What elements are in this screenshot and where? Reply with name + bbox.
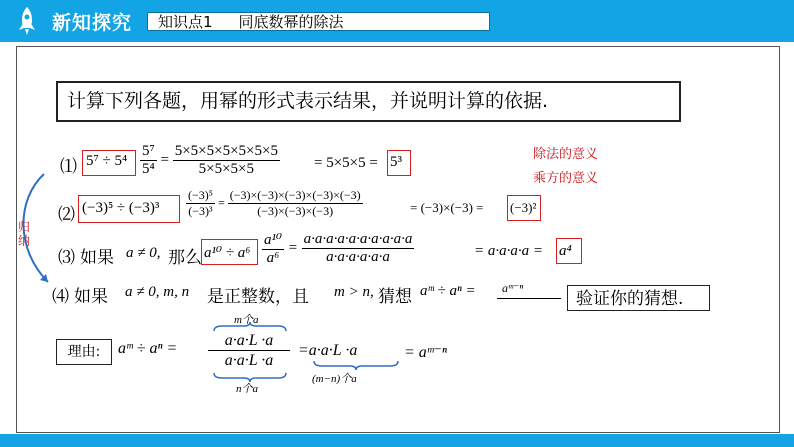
p3-expr: a¹⁰ ÷ a⁶ [204, 245, 251, 261]
p2-frac1-den: (−3)³ [188, 204, 213, 218]
step-brace [312, 360, 400, 370]
p2-step: = (−3)×(−3) = [410, 200, 484, 215]
p4-condition2: m > n, [334, 284, 374, 300]
reason-step-expr: a·a·L ·a [308, 342, 358, 359]
p2-equation: $\frac{\text{(−3)⁵}}{\text{(−3)³}}$ = $\frac{(-3)\times(-3)\times(-3)\times(-3)\times(-3)}{(-3)\times(-3)\times(-3)}$ [188, 188, 361, 218]
reason-bottom-brace-label: n个a [236, 383, 258, 395]
p3-frac1-den: a⁶ [266, 250, 280, 266]
p4-answer: aᵐ⁻ⁿ [502, 281, 524, 295]
p2-frac2-den: (−3)×(−3)×(−3) [257, 204, 334, 218]
reason-step-brace-label: (m−n)个a [312, 373, 357, 385]
topic-name: 同底数幂的除法 [238, 13, 344, 31]
top-brace [212, 322, 288, 332]
p3-condition: a ≠ 0, [126, 245, 161, 261]
reason-numerator: a·a·L ·a [208, 332, 290, 351]
p2-frac1-num: (−3)⁵ [188, 188, 213, 202]
p1-frac2-den: 5×5×5×5 [198, 161, 255, 177]
p4-number: ⑷ [52, 287, 69, 307]
reason-top-brace-label: m个a [234, 314, 259, 326]
note-division: 除法的意义 [533, 147, 599, 162]
bottom-strip [0, 434, 794, 447]
generalize-arrow [8, 170, 58, 290]
p1-step: = 5×5×5 = [314, 155, 378, 171]
reason-result: = aᵐ⁻ⁿ [404, 344, 447, 361]
p3-step: = a·a·a·a = [474, 243, 543, 259]
p4-prefix: 如果 [74, 287, 108, 307]
p3-frac2-num: a·a·a·a·a·a·a·a·a·a [303, 231, 413, 247]
p1-frac2-num: 5×5×5×5×5×5×5 [174, 143, 278, 159]
section-title: 新知探究 [52, 12, 133, 34]
reason-expr: aᵐ ÷ aⁿ = [118, 340, 178, 357]
task-box: 计算下列各题，用幂的形式表示结果，并说明计算的依据. [56, 81, 681, 122]
p1-number: ⑴ [60, 157, 77, 177]
generalize-label: 归纳 [18, 220, 31, 248]
topic-label: 知识点1 [158, 13, 213, 31]
p3-equation: $\frac{\text{a¹⁰}}{\text{a⁶}}$ = $\frac{a\cdot a\cdot a\cdot a\cdot a\cdot a\cdot a\cdot a\cdot a\cdot a}{a\cdot a\cdot a\cdot a\cdot a\cdot a}$ [264, 231, 413, 266]
p3-then: 那么 [168, 248, 202, 268]
rocket-icon [14, 6, 40, 36]
verify-box: 验证你的猜想. [567, 285, 710, 311]
p2-number: ⑵ [58, 205, 75, 225]
reason-result-expr: aᵐ⁻ⁿ [418, 344, 447, 361]
p1-equation: $\frac{\text{5⁷}}{\text{5⁴}}$ = $\frac{5\times 5\times 5\times 5\times 5\times 5\times 5}{5\times 5\times 5\times 5}$ [142, 143, 278, 177]
p3-prefix: 如果 [80, 248, 114, 268]
note-power: 乘方的意义 [533, 171, 599, 186]
p4-mid: 是正整数，且 [207, 287, 309, 307]
p1-result: 5³ [390, 154, 402, 170]
p4-expr: aᵐ ÷ aⁿ = [420, 283, 476, 299]
p2-expr: (−3)⁵ ÷ (−3)³ [82, 200, 160, 216]
header-bar [0, 0, 794, 42]
p3-frac2-den: a·a·a·a·a·a [326, 249, 390, 265]
p3-number: ⑶ [58, 248, 75, 268]
topic-box [147, 12, 490, 31]
p4-blank-line [497, 298, 561, 299]
p4-suffix: 猜想 [378, 287, 412, 307]
p1-frac1-num: 5⁷ [142, 143, 155, 159]
p2-result: (−3)² [510, 200, 537, 215]
p3-result: a⁴ [559, 243, 572, 259]
p2-frac2-num: (−3)×(−3)×(−3)×(−3)×(−3) [229, 188, 361, 202]
p1-frac1-den: 5⁴ [142, 161, 155, 177]
reason-label: 理由: [56, 339, 112, 365]
p4-condition: a ≠ 0, m, n [125, 284, 190, 300]
p3-frac1-num: a¹⁰ [264, 232, 283, 248]
reason-denominator: a·a·L ·a [224, 352, 274, 369]
p1-expr: 5⁷ ÷ 5⁴ [86, 153, 128, 169]
reason-step: =a·a·L ·a [298, 342, 358, 359]
